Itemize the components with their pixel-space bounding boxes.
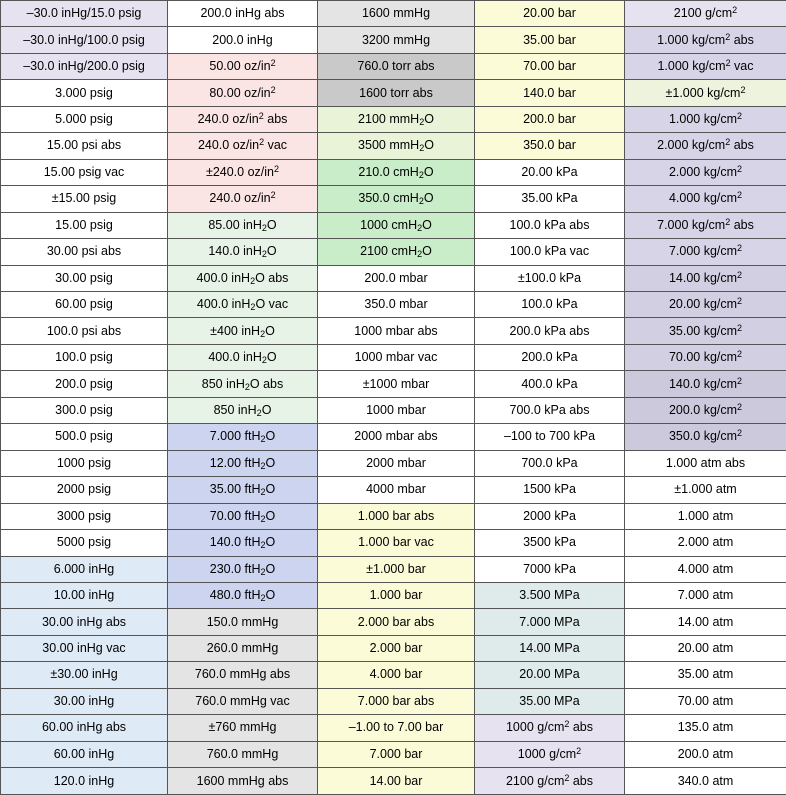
table-cell: 4000 mbar	[318, 477, 475, 503]
table-cell: 35.00 atm	[625, 662, 786, 688]
table-cell: 3000 psig	[1, 503, 168, 529]
table-cell: 20.00 kPa	[475, 159, 625, 185]
table-cell: 2000 mbar abs	[318, 424, 475, 450]
table-cell: –1.00 to 7.00 bar	[318, 715, 475, 741]
table-cell: 35.00 ftH$_2$O	[168, 477, 318, 503]
table-cell: 1500 kPa	[475, 477, 625, 503]
table-cell: ±30.00 inHg	[1, 662, 168, 688]
table-row	[1, 635, 786, 661]
table-cell: 120.0 inHg	[1, 768, 168, 795]
table-cell: 60.00 inHg	[1, 741, 168, 767]
table-row	[1, 53, 786, 79]
table-cell: 60.00 inHg abs	[1, 715, 168, 741]
pressure-ranges-body	[1, 1, 786, 795]
table-cell: 480.0 ftH$_2$O	[168, 582, 318, 608]
table-row	[1, 582, 786, 608]
table-row	[1, 741, 786, 767]
table-cell: 12.00 ftH$_2$O	[168, 450, 318, 476]
table-cell: 10.00 inHg	[1, 582, 168, 608]
table-row	[1, 212, 786, 238]
table-cell: 85.00 inH$_2$O	[168, 212, 318, 238]
table-cell: 7.000 ftH$_2$O	[168, 424, 318, 450]
table-cell: –30.0 inHg/15.0 psig	[1, 1, 168, 27]
table-cell: 1.000 atm abs	[625, 450, 786, 476]
table-row	[1, 106, 786, 132]
table-cell: 2100 $g/cm^2$ abs	[475, 768, 625, 795]
table-cell: 1.000 bar vac	[318, 530, 475, 556]
table-cell: 140.0 ftH$_2$O	[168, 530, 318, 556]
table-row	[1, 1, 786, 27]
table-cell: 240.0 $oz/in^2$ vac	[168, 133, 318, 159]
table-row	[1, 371, 786, 397]
table-cell: 5000 psig	[1, 530, 168, 556]
table-cell: 1600 torr abs	[318, 80, 475, 106]
table-cell: ±100.0 kPa	[475, 265, 625, 291]
table-cell: 1000 $g/cm^2$ abs	[475, 715, 625, 741]
table-cell: 2000 kPa	[475, 503, 625, 529]
table-cell: ±400 inH$_2$O	[168, 318, 318, 344]
table-cell: 35.00 kPa	[475, 186, 625, 212]
table-cell: 100.0 kPa vac	[475, 239, 625, 265]
table-cell: 400.0 kPa	[475, 371, 625, 397]
table-cell: 20.00 atm	[625, 635, 786, 661]
table-cell: 3500 mmH$_2$O	[318, 133, 475, 159]
table-row	[1, 609, 786, 635]
table-cell: 14.00 MPa	[475, 635, 625, 661]
table-cell: 2.000 bar	[318, 635, 475, 661]
table-cell: 30.00 psig	[1, 265, 168, 291]
table-cell: ±240.0 $oz/in^2$	[168, 159, 318, 185]
table-cell: 80.00 $oz/in^2$	[168, 80, 318, 106]
table-cell: 350.0 $kg/cm^2$	[625, 424, 786, 450]
table-cell: 100.0 kPa abs	[475, 212, 625, 238]
table-row	[1, 186, 786, 212]
table-cell: 1000 cmH$_2$O	[318, 212, 475, 238]
table-cell: 7.000 bar abs	[318, 688, 475, 714]
table-cell: ±1.000 $kg/cm^2$	[625, 80, 786, 106]
table-cell: 1000 mbar abs	[318, 318, 475, 344]
table-cell: 1000 $g/cm^2$	[475, 741, 625, 767]
table-cell: 70.00 $kg/cm^2$	[625, 344, 786, 370]
table-cell: 135.0 atm	[625, 715, 786, 741]
table-cell: 2.000 bar abs	[318, 609, 475, 635]
table-row	[1, 239, 786, 265]
table-cell: 200.0 mbar	[318, 265, 475, 291]
table-cell: 240.0 $oz/in^2$ abs	[168, 106, 318, 132]
table-cell: 15.00 psi abs	[1, 133, 168, 159]
table-row	[1, 688, 786, 714]
table-cell: 3.500 MPa	[475, 582, 625, 608]
table-cell: 140.0 $kg/cm^2$	[625, 371, 786, 397]
table-cell: 500.0 psig	[1, 424, 168, 450]
table-cell: 350.0 cmH$_2$O	[318, 186, 475, 212]
table-cell: 70.00 atm	[625, 688, 786, 714]
table-cell: 230.0 ftH$_2$O	[168, 556, 318, 582]
table-cell: 1600 mmHg abs	[168, 768, 318, 795]
table-cell: 850 inH$_2$O abs	[168, 371, 318, 397]
table-cell: 2100 cmH$_2$O	[318, 239, 475, 265]
table-cell: –30.0 inHg/200.0 psig	[1, 53, 168, 79]
table-row	[1, 397, 786, 423]
table-cell: 50.00 $oz/in^2$	[168, 53, 318, 79]
table-cell: 35.00 MPa	[475, 688, 625, 714]
table-row	[1, 133, 786, 159]
table-cell: 200.0 inHg	[168, 27, 318, 53]
table-cell: 1000 psig	[1, 450, 168, 476]
table-cell: 200.0 kPa	[475, 344, 625, 370]
table-cell: 2.000 $kg/cm^2$	[625, 159, 786, 185]
table-cell: 2000 mbar	[318, 450, 475, 476]
table-row	[1, 265, 786, 291]
table-cell: –100 to 700 kPa	[475, 424, 625, 450]
table-cell: 260.0 mmHg	[168, 635, 318, 661]
table-cell: 2100 $g/cm^2$	[625, 1, 786, 27]
table-cell: ±760 mmHg	[168, 715, 318, 741]
table-cell: 20.00 MPa	[475, 662, 625, 688]
table-cell: 7.000 $kg/cm^2$ abs	[625, 212, 786, 238]
table-cell: 7000 kPa	[475, 556, 625, 582]
table-cell: 2000 psig	[1, 477, 168, 503]
table-cell: ±1000 mbar	[318, 371, 475, 397]
table-cell: 140.0 bar	[475, 80, 625, 106]
table-cell: 1.000 bar	[318, 582, 475, 608]
table-cell: 140.0 inH$_2$O	[168, 239, 318, 265]
table-cell: 1600 mmHg	[318, 1, 475, 27]
table-cell: 6.000 inHg	[1, 556, 168, 582]
table-cell: 340.0 atm	[625, 768, 786, 795]
table-cell: 7.000 MPa	[475, 609, 625, 635]
table-cell: 35.00 $kg/cm^2$	[625, 318, 786, 344]
table-cell: 7.000 bar	[318, 741, 475, 767]
table-cell: 200.0 inHg abs	[168, 1, 318, 27]
table-cell: 400.0 inH$_2$O vac	[168, 291, 318, 317]
table-cell: 350.0 mbar	[318, 291, 475, 317]
table-cell: ±1.000 bar	[318, 556, 475, 582]
table-cell: 210.0 cmH$_2$O	[318, 159, 475, 185]
table-cell: 200.0 atm	[625, 741, 786, 767]
table-cell: 200.0 kPa abs	[475, 318, 625, 344]
table-row	[1, 318, 786, 344]
table-cell: 1.000 atm	[625, 503, 786, 529]
table-cell: 14.00 $kg/cm^2$	[625, 265, 786, 291]
table-cell: 1000 mbar	[318, 397, 475, 423]
table-row	[1, 530, 786, 556]
table-row	[1, 768, 786, 795]
table-cell: 100.0 psi abs	[1, 318, 168, 344]
table-row	[1, 477, 786, 503]
table-cell: 850 inH$_2$O	[168, 397, 318, 423]
table-cell: 15.00 psig vac	[1, 159, 168, 185]
table-cell: 150.0 mmHg	[168, 609, 318, 635]
table-cell: 3.000 psig	[1, 80, 168, 106]
table-cell: 200.0 bar	[475, 106, 625, 132]
table-cell: 700.0 kPa abs	[475, 397, 625, 423]
table-cell: 1.000 $kg/cm^2$ abs	[625, 27, 786, 53]
table-cell: 200.0 psig	[1, 371, 168, 397]
table-row	[1, 662, 786, 688]
table-cell: 5.000 psig	[1, 106, 168, 132]
table-row	[1, 715, 786, 741]
table-cell: 3500 kPa	[475, 530, 625, 556]
table-row	[1, 80, 786, 106]
table-cell: 35.00 bar	[475, 27, 625, 53]
table-row	[1, 424, 786, 450]
table-cell: 1.000 $kg/cm^2$ vac	[625, 53, 786, 79]
table-cell: 100.0 psig	[1, 344, 168, 370]
table-row	[1, 27, 786, 53]
table-cell: 4.000 bar	[318, 662, 475, 688]
table-cell: 70.00 ftH$_2$O	[168, 503, 318, 529]
table-cell: 70.00 bar	[475, 53, 625, 79]
table-row	[1, 503, 786, 529]
table-cell: –30.0 inHg/100.0 psig	[1, 27, 168, 53]
table-row	[1, 159, 786, 185]
table-cell: 2.000 atm	[625, 530, 786, 556]
table-cell: 7.000 $kg/cm^2$	[625, 239, 786, 265]
table-cell: 60.00 psig	[1, 291, 168, 317]
table-cell: 760.0 torr abs	[318, 53, 475, 79]
table-cell: 14.00 bar	[318, 768, 475, 795]
table-cell: 15.00 psig	[1, 212, 168, 238]
table-cell: 2.000 $kg/cm^2$ abs	[625, 133, 786, 159]
table-cell: 100.0 kPa	[475, 291, 625, 317]
table-cell: 14.00 atm	[625, 609, 786, 635]
table-row	[1, 344, 786, 370]
table-cell: 30.00 psi abs	[1, 239, 168, 265]
table-cell: 30.00 inHg	[1, 688, 168, 714]
table-cell: 400.0 inH$_2$O	[168, 344, 318, 370]
table-cell: 1.000 $kg/cm^2$	[625, 106, 786, 132]
table-cell: 4.000 atm	[625, 556, 786, 582]
table-cell: 3200 mmHg	[318, 27, 475, 53]
table-cell: 20.00 bar	[475, 1, 625, 27]
table-cell: 30.00 inHg vac	[1, 635, 168, 661]
table-cell: ±1.000 atm	[625, 477, 786, 503]
table-row	[1, 291, 786, 317]
table-cell: 30.00 inHg abs	[1, 609, 168, 635]
table-cell: 4.000 $kg/cm^2$	[625, 186, 786, 212]
table-cell: 200.0 $kg/cm^2$	[625, 397, 786, 423]
table-cell: 760.0 mmHg abs	[168, 662, 318, 688]
table-cell: 350.0 bar	[475, 133, 625, 159]
table-cell: 700.0 kPa	[475, 450, 625, 476]
table-cell: ±15.00 psig	[1, 186, 168, 212]
table-cell: 1000 mbar vac	[318, 344, 475, 370]
table-cell: 7.000 atm	[625, 582, 786, 608]
table-cell: 20.00 $kg/cm^2$	[625, 291, 786, 317]
table-cell: 240.0 $oz/in^2$	[168, 186, 318, 212]
table-row	[1, 450, 786, 476]
table-cell: 1.000 bar abs	[318, 503, 475, 529]
table-cell: 2100 mmH$_2$O	[318, 106, 475, 132]
table-cell: 400.0 inH$_2$O abs	[168, 265, 318, 291]
table-row	[1, 556, 786, 582]
table-cell: 760.0 mmHg vac	[168, 688, 318, 714]
table-cell: 300.0 psig	[1, 397, 168, 423]
table-cell: 760.0 mmHg	[168, 741, 318, 767]
